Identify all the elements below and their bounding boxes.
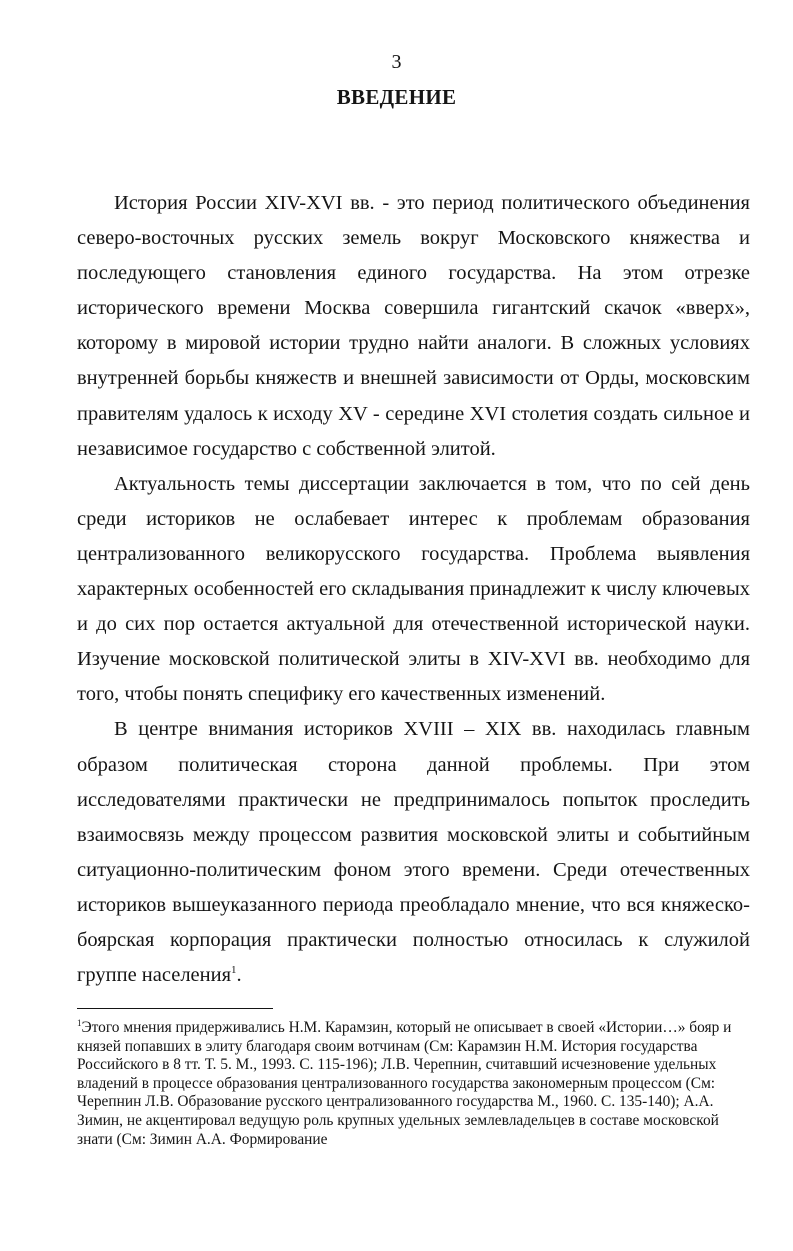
page-title: ВВЕДЕНИЕ: [336, 85, 457, 109]
footnote-divider: [77, 1008, 273, 1009]
footnote: [77, 1019, 750, 1149]
paragraph-3: В центре внимания историков XVIII – XIX вв. находилась главным образом политическая сторона данной проблемы. При этом исследователями практически не предпринималось попыток проследить взаимосвязь между процессом развития московской элиты и событийным ситуационно-политическим фоном этого времени. Среди отечественных историков вышеуказанного периода преобладало мнение, что вся княжеско-боярская корпорация практически полностью относилась к служилой группе населения$^1$.: [77, 718, 750, 987]
footnote-reference: 1: [231, 964, 237, 977]
footnote-text: Этого мнения придерживались Н.М. Карамзин, который не описывает в своей «Истории…» бояр и князей попавших в элиту благодаря своим вотчинам (См: Карамзин Н.М. История государства Российского в 8 тт. Т. 5. М., 1993. С. 115-196); Л.В. Черепнин, считавший исчезновение удельных владений в процессе образования централизованного государства закономерным процессом (См: Черепнин Л.В. Образование русского централизованного государства М., 1960. С. 135-140); А.А. Зимин, не акцентировал ведущую роль крупных удельных землевладельцев в составе московской знати (См: Зимин А.А. Формирование: [77, 1019, 732, 1148]
paragraph-3-text: В центре внимания историков XVIII – XIX вв. находилась главным образом политическая сторона данной проблемы. При этом исследователями практически не предпринималось попыток проследить взаимосвязь между процессом развития московской элиты и событийным ситуационно-политическим фоном этого времени. Среди отечественных историков вышеуказанного периода преобладало мнение, что вся княжеско-боярская корпорация практически полностью относилась к служилой группе населения: [77, 718, 750, 987]
footnote-marker: 1: [77, 1017, 82, 1028]
paragraph-2: Актуальность темы диссертации заключается в том, что по сей день среди историков не ослабевает интерес к проблемам образования централизованного великорусского государства. Проблема выявления характерных особенностей его складывания принадлежит к числу ключевых и до сих пор остается актуальной для отечественной исторической науки. Изучение московской политической элиты в XIV-XVI вв. необходимо для того, чтобы понять специфику его качественных изменений.: [77, 472, 750, 706]
page-number: 3: [391, 51, 402, 73]
body-text: [77, 186, 750, 993]
paragraph-1: История России XIV-XVI вв. - это период политического объединения северо-восточных русских земель вокруг Московского княжества и последующего становления единого государства. На этом отрезке исторического времени Москва совершила гигантский скачок «вверх», которому в мировой истории трудно найти аналоги. В сложных условиях внутренней борьбы княжеств и внешней зависимости от Орды, московским правителям удалось к исходу XV - середине XVI столетия создать сильное и независимое государство с собственной элитой.: [77, 192, 750, 460]
